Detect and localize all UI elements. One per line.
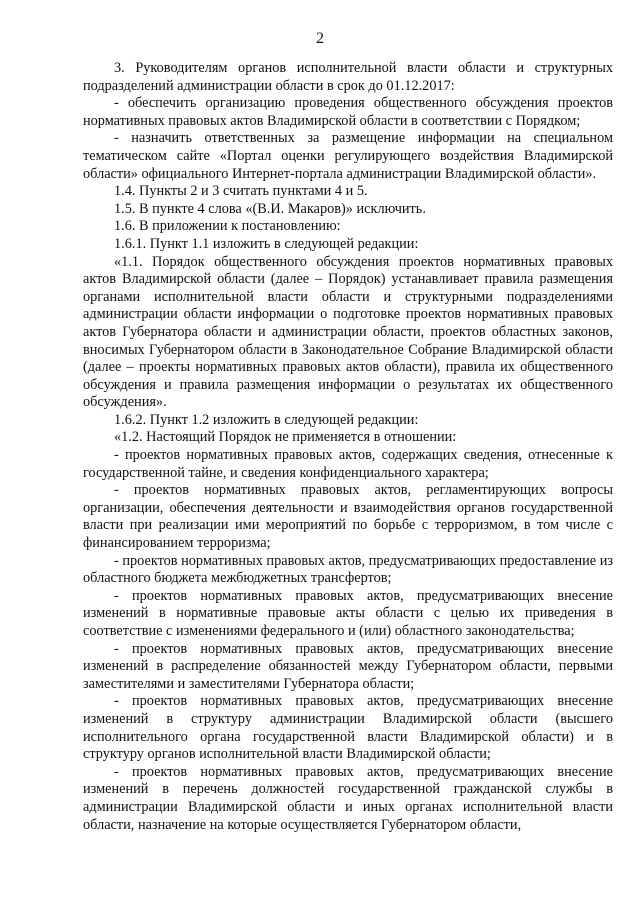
paragraph-1-6-2: 1.6.2. Пункт 1.2 изложить в следующей редакции:: [114, 411, 419, 428]
list-item-state-secret: - проектов нормативных правовых актов, содержащих сведения, отнесенные к государственной тайне, и сведения конфиденциального характера;: [83, 447, 613, 481]
paragraph-3-heads: 3. Руководителям органов исполнительной власти области и структурных подразделений администрации области в срок до 01.12.2017:: [83, 60, 613, 94]
list-item-legislation-alignment: - проектов нормативных правовых актов, предусматривающих внесение изменений в нормативные правовые акты области с целью их приведения в соответствие с изменениями федерального и (или) областного законодательства;: [83, 587, 613, 639]
list-item-terrorism: - проектов нормативных правовых актов, регламентирующих вопросы организации, обеспечения деятельности и взаимодействия органов государственной власти при реализации ими мероприятий по борьбе с терроризмом, в том числе с финансированием терроризма;: [83, 482, 613, 552]
page-number: 2: [316, 30, 324, 47]
list-item-administration-structure: - проектов нормативных правовых актов, предусматривающих внесение изменений в структуру администрации Владимирской области (высшего исполнительного органа государственной власти Владимирской области) и в структуру органов исполнительной власти Владимирской области;: [83, 693, 613, 763]
list-item-transfers: - проектов нормативных правовых актов, предусматривающих предоставление из областного бюджета межбюджетных трансфертов;: [83, 552, 613, 587]
document-body: [83, 60, 613, 834]
paragraph-1-4: 1.4. Пункты 2 и 3 считать пунктами 4 и 5.: [114, 183, 368, 200]
paragraph-1-6-1: 1.6.1. Пункт 1.1 изложить в следующей редакции:: [114, 235, 419, 252]
list-item-positions-list: - проектов нормативных правовых актов, предусматривающих внесение изменений в перечень должностей государственной гражданской службы в администрации Владимирской области и иных органах исполнительной власти области, назначение на которые осуществляется Губернатором области,: [83, 763, 613, 833]
paragraph-1-1-order: «1.1. Порядок общественного обсуждения проектов нормативных правовых актов Владимирской области (далее – Порядок) устанавливает правила размещения органами исполнительной власти области и структурными подразделениями администрации области информации о подготовке проектов нормативных правовых актов Губернатора области и администрации области, проектов областных законов, вносимых Губернатором области в Законодательное Собрание Владимирской области (далее – проекты нормативных правовых актов области), правила их общественного обсуждения и правила размещения информации о результатах их общественного обсуждения».: [83, 253, 613, 411]
paragraph-1-6: 1.6. В приложении к постановлению:: [114, 218, 341, 235]
paragraph-appoint-responsible: - назначить ответственных за размещение информации на специальном тематическом сайте «Портал оценки регулирующего воздействия Владимирской области» официального Интернет-портала администрации Владимирской области».: [83, 130, 613, 182]
paragraph-1-2-not-applied: «1.2. Настоящий Порядок не применяется в отношении:: [114, 429, 457, 446]
list-item-duties-distribution: - проектов нормативных правовых актов, предусматривающих внесение изменений в распределение обязанностей между Губернатором области, первыми заместителями и заместителями Губернатора области;: [83, 640, 613, 692]
paragraph-1-5: 1.5. В пункте 4 слова «(В.И. Макаров)» исключить.: [114, 200, 426, 217]
paragraph-organize-discussion: - обеспечить организацию проведения общественного обсуждения проектов нормативных правовых актов Владимирской области в соответствии с Порядком;: [83, 95, 613, 129]
